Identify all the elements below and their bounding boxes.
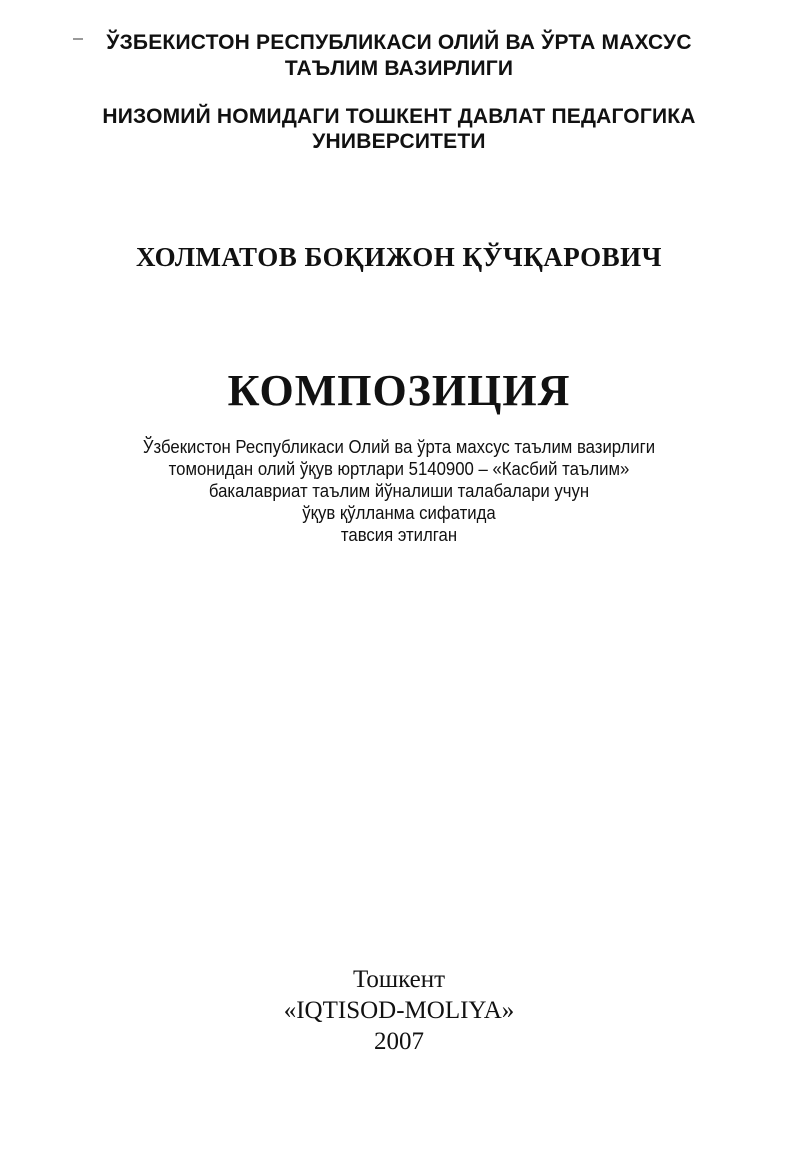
book-title: КОМПОЗИЦИЯ (227, 366, 571, 415)
university-line-2: УНИВЕРСИТЕТИ (312, 130, 486, 153)
recommendation-line-1: Ўзбекистон Республикаси Олий ва ўрта махсус таълим вазирлиги (142, 437, 656, 457)
recommendation-line-5: тавсия этилган (340, 525, 458, 545)
ministry-line-1: ЎЗБЕКИСТОН РЕСПУБЛИКАСИ ОЛИЙ ВА ЎРТА МАХСУС (106, 31, 692, 54)
imprint-city: Тошкент (352, 966, 446, 993)
imprint-publisher: «IQTISOD-MOLIYA» (283, 997, 515, 1024)
recommendation-line-2: томонидан олий ўқув юртлари 5140900 – «Касбий таълим» (168, 459, 630, 479)
ministry-heading (0, 30, 798, 82)
ministry-line-2: ТАЪЛИМ ВАЗИРЛИГИ (284, 57, 514, 80)
university-line-1: НИЗОМИЙ НОМИДАГИ ТОШКЕНТ ДАВЛАТ ПЕДАГОГИКА (102, 105, 696, 128)
recommendation-text (28, 436, 770, 546)
imprint (0, 964, 798, 1057)
recommendation-line-3: бакалавриат таълим йўналиши талабалари учун (208, 481, 590, 501)
imprint-year: 2007 (374, 1028, 424, 1055)
recommendation-line-4: ўқув қўлланма сифатида (302, 503, 496, 523)
university-heading (0, 104, 798, 154)
author-name: ХОЛМАТОВ БОҚИЖОН ҚЎЧҚАРОВИЧ (136, 242, 662, 272)
